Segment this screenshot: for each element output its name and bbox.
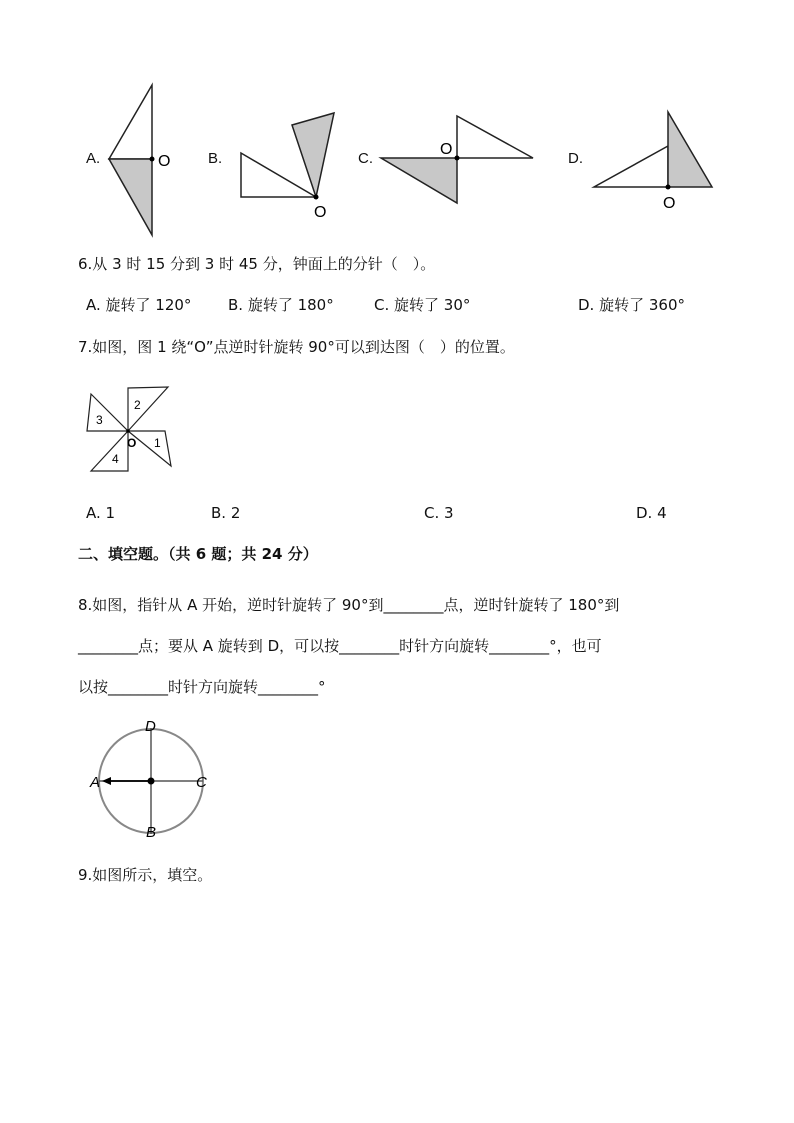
q5-c-white-triangle [457,116,533,158]
q6-option-a: A. 旋转了 120° [86,296,192,314]
q7-option-c: C. 3 [424,504,454,522]
q5-option-b-label: B. [208,150,223,167]
q5-option-d-label: D. [568,150,583,167]
q7-label-3: 3 [96,413,103,427]
q5-a-pivot-label: O [158,153,171,170]
q7-shape-4 [91,431,128,471]
q5-option-a-label: A. [86,150,101,167]
q8-line3: 以按________时针方向旋转________° [78,678,326,696]
q8-line2: ________点；要从 A 旋转到 D，可以按________时针方向旋转________°，也可 [78,637,602,655]
q5-option-b-figure [230,105,350,220]
q7-label-2: 2 [134,398,141,412]
q5-a-white-triangle [109,85,152,159]
q5-option-c-figure [375,110,540,210]
q5-b-gray-triangle [292,113,334,197]
q5-option-d-figure [590,108,720,213]
q8-label-b: B [146,824,157,840]
q6-option-b: B. 旋转了 180° [228,296,334,314]
q6-option-d: D. 旋转了 360° [578,296,685,314]
q7-option-a: A. 1 [86,504,116,522]
q7-option-b: B. 2 [211,504,241,522]
q8-label-d: D [145,718,156,735]
q8-circle-figure [86,716,216,840]
q5-a-gray-triangle [109,159,152,235]
q8-line1: 8.如图，指针从 A 开始，逆时针旋转了 90°到________点，逆时针旋转了 180°到 [78,596,620,614]
q8-label-c: C [196,774,207,791]
q7-pivot-label: O [127,436,137,450]
q5-d-white-triangle [594,146,668,187]
q9-stem: 9.如图所示，填空。 [78,866,213,884]
q5-d-pivot-label: O [663,195,676,212]
q5-c-pivot-label: O [440,141,453,158]
q5-c-gray-triangle [381,158,457,203]
q7-shape-3 [87,394,128,431]
q7-label-1: 1 [154,436,161,450]
q5-option-c-label: C. [358,150,373,167]
q7-label-4: 4 [112,452,119,466]
q5-figures [0,0,794,240]
q5-option-a-figure [100,80,190,240]
q8-label-a: A [90,774,101,791]
q6-stem: 6.从 3 时 15 分到 3 时 45 分，钟面上的分针（ ）。 [78,255,436,273]
q6-option-c: C. 旋转了 30° [374,296,471,314]
section2-title: 二、填空题。（共 6 题；共 24 分） [78,545,318,563]
q8-pointer-arrowhead [102,777,111,785]
q7-option-d: D. 4 [636,504,667,522]
q5-b-pivot-label: O [314,204,327,220]
q5-d-gray-triangle [668,112,712,187]
q7-stem: 7.如图，图 1 绕“O”点逆时针旋转 90°可以到达图（ ）的位置。 [78,338,515,356]
q7-pinwheel-figure [82,382,178,478]
